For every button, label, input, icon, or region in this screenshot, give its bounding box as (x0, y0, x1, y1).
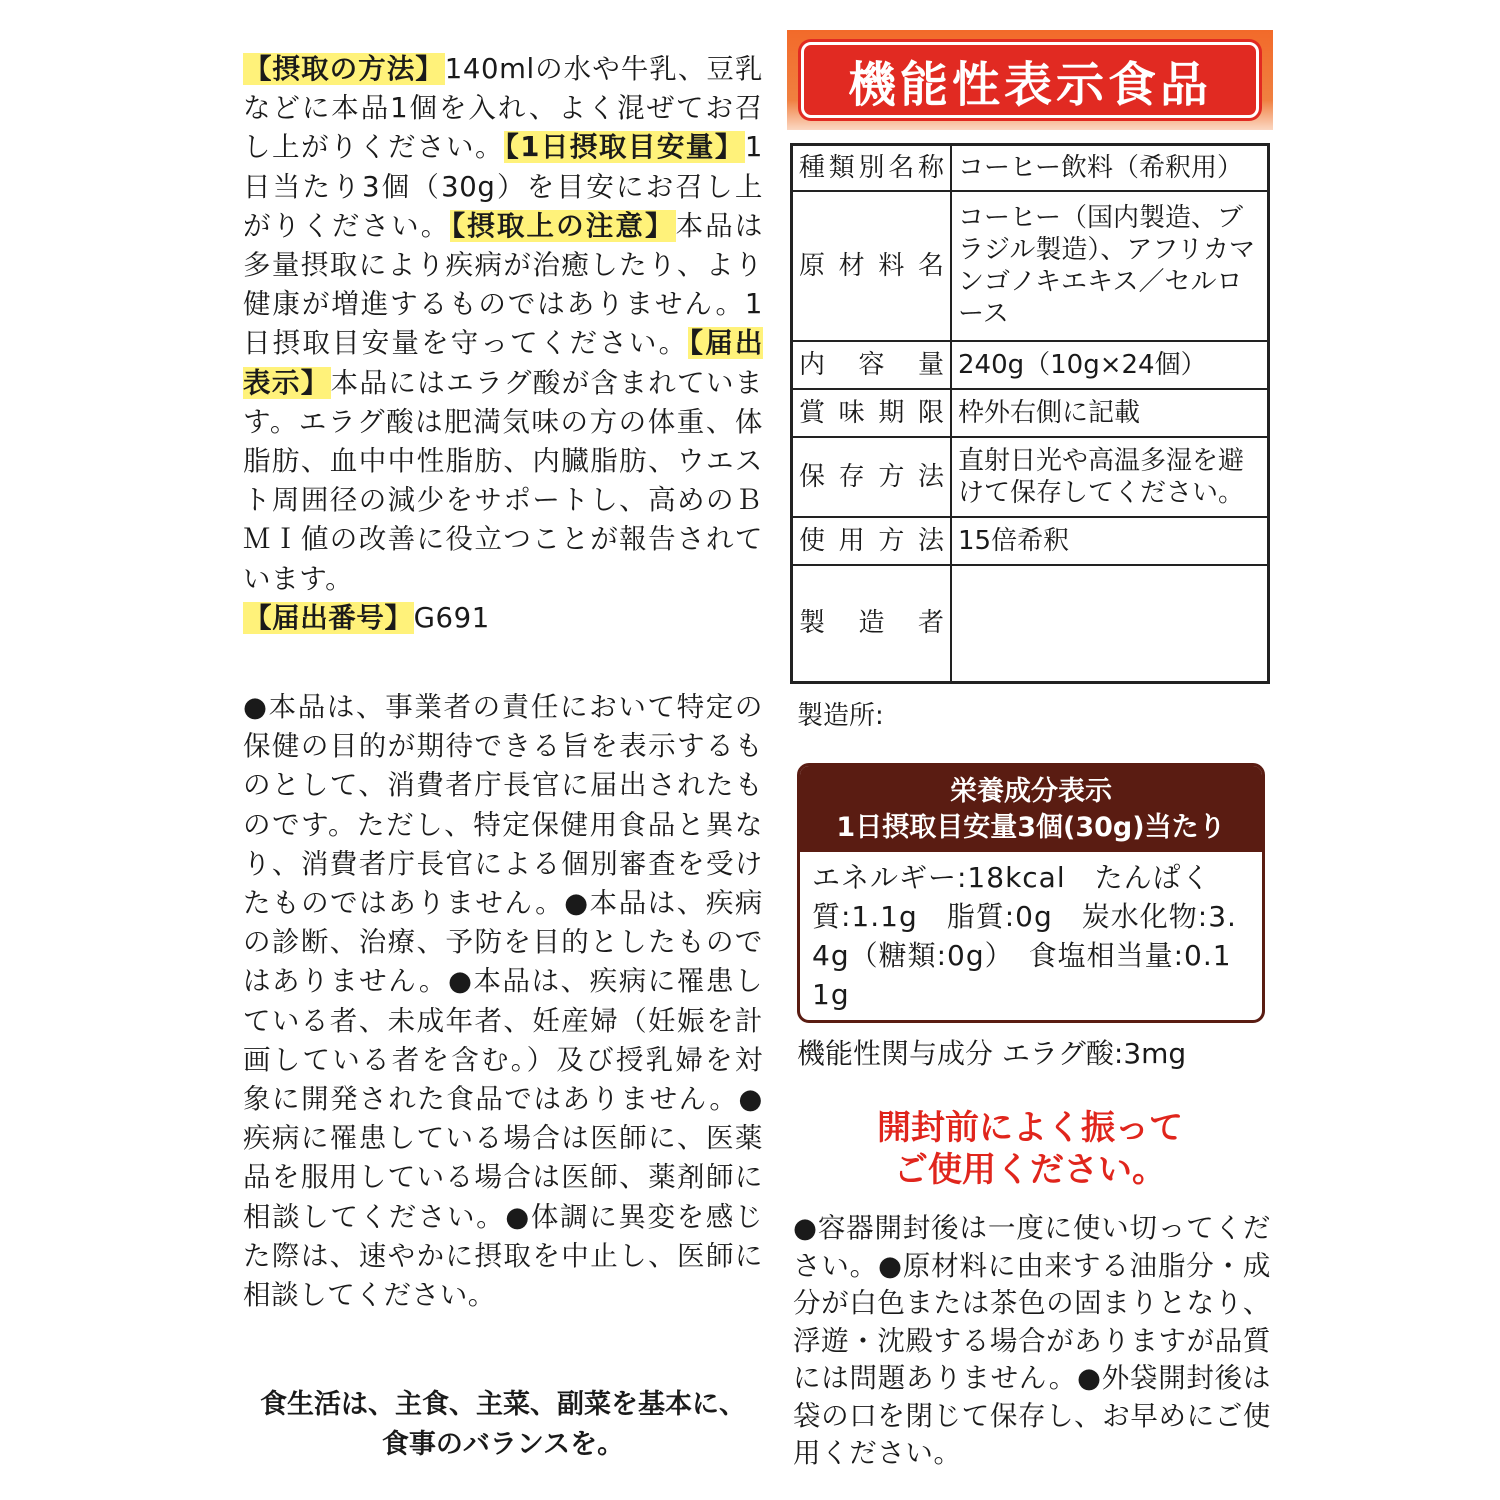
table-row (792, 191, 1269, 341)
notification-number-label: 【届出番号】 (244, 601, 413, 634)
spec-value: 枠外右側に記載 (951, 389, 1269, 437)
table-row (792, 145, 1269, 191)
product-spec-table (790, 143, 1270, 684)
regulatory-notices: ●本品は、事業者の責任において特定の保健の目的が期待できる旨を表示するものとして、消費者庁長官に届出されたものです。ただし、特定保健用食品と異なり、消費者庁長官による個別審査を受けたものではありません。●本品は、疾病の診断、治療、予防を目的としたものではありません。●本品は、疾病に罹患している者、未成年者、妊産婦（妊娠を計画している者を含む。）及び授乳婦を対象に開発された食品ではありません。●疾病に罹患している場合は医師に、医薬品を服用している場合は医師、薬剤師に相談してください。●体調に異変を感じた際は、速やかに摂取を中止し、医師に相談してください。 (243, 691, 763, 1312)
functional-ingredient: 機能性関与成分 エラグ酸:3mg (797, 1037, 1187, 1070)
spec-label: 種類別名称 (792, 145, 952, 191)
claim-text: 本品にはエラグ酸が含まれています。エラグ酸は肥満気味の方の体重、体脂肪、血中中性脂肪、内臓脂肪、ウエスト周囲径の減少をサポートし、高めのＢＭＩ値の改善に役立つことが報告されています。 (243, 366, 763, 595)
nutrition-title: 栄養成分表示 (950, 776, 1112, 807)
banner-title: 機能性表示食品 (801, 42, 1259, 118)
table-row (792, 517, 1269, 565)
spec-label: 賞味期限 (792, 389, 952, 437)
spec-label: 製造者 (792, 565, 952, 683)
daily-amount-text: 1日当たり3個（30g）を目安にお召し上がりください。 (243, 131, 763, 242)
table-row (792, 437, 1269, 517)
caution-label: 【摂取上の注意】 (451, 209, 675, 242)
nutrition-facts-box (797, 763, 1265, 1023)
table-row (792, 565, 1269, 683)
spec-label: 保存方法 (792, 437, 952, 517)
nutrition-values: エネルギー:18kcal たんぱく質:1.1g 脂質:0g 炭水化物:3.4g（糖類:0g） 食塩相当量:0.11g (812, 861, 1237, 1011)
spec-value: コーヒー飲料（希釈用） (951, 145, 1269, 191)
shake-notice-line2: ご使用ください。 (894, 1150, 1166, 1190)
shake-notice-line1: 開封前によく振って (877, 1108, 1183, 1148)
spec-label: 内容量 (792, 341, 952, 389)
claim-label: 【届出表示】 (243, 327, 764, 399)
intake-method-text: 140mlの水や牛乳、豆乳などに本品1個を入れ、よく混ぜてお召し上がりください。 (243, 53, 764, 164)
intake-method-label: 【摂取の方法】 (244, 53, 444, 85)
spec-value: 15倍希釈 (951, 517, 1269, 565)
functional-food-banner (787, 30, 1273, 130)
shake-notice (787, 1107, 1273, 1191)
daily-amount-label: 【1日摂取目安量】 (505, 131, 744, 164)
spec-value: 直射日光や高温多湿を避けて保存してください。 (951, 437, 1269, 517)
table-row (792, 389, 1269, 437)
label-panel (787, 30, 1273, 1469)
diet-balance-message (243, 1385, 763, 1465)
notification-number: G691 (413, 601, 490, 634)
caution-text: 本品は多量摂取により疾病が治癒したり、より健康が増進するものではありません。1日摂取目安量を守ってください。 (243, 209, 763, 360)
diet-message-line2: 食事のバランスを。 (381, 1429, 625, 1460)
table-row (792, 341, 1269, 389)
spec-value: コーヒー（国内製造、ブラジル製造）、アフリカマンゴノキエキス／セルロース (951, 191, 1269, 341)
spec-label: 使用方法 (792, 517, 952, 565)
intake-section (243, 50, 763, 638)
nutrition-subtitle: 1日摂取目安量3個(30g)当たり (836, 812, 1226, 843)
container-notes: ●容器開封後は一度に使い切ってください。●原材料に由来する油脂分・成分が白色または茶色の固まりとなり、浮遊・沈殿する場合がありますが品質には問題ありません。●外袋開封後は袋の口を閉じて保存し、お早めにご使用ください。 (793, 1212, 1271, 1469)
manufacturing-site-label: 製造所: (797, 701, 884, 731)
spec-value (951, 565, 1269, 683)
spec-label: 原材料名 (792, 191, 952, 341)
nutrition-header (800, 766, 1262, 852)
diet-message-line1: 食生活は、主食、主菜、副菜を基本に、 (260, 1389, 746, 1420)
intake-paragraph (243, 50, 763, 638)
spec-value: 240g（10g×24個） (951, 341, 1269, 389)
